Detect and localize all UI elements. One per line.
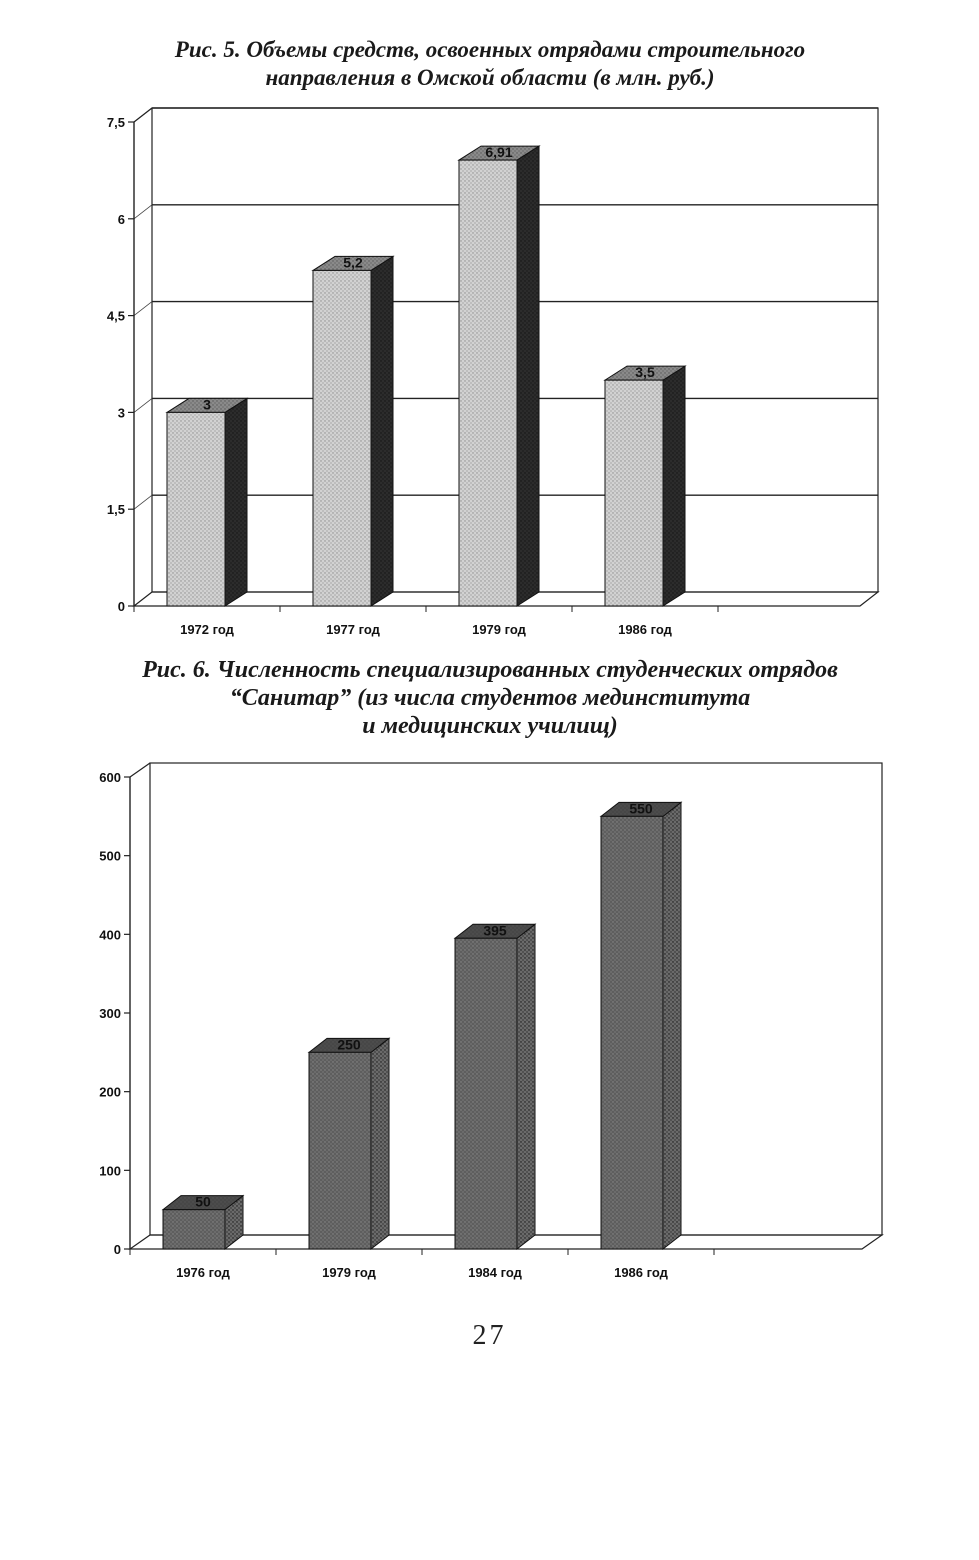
y-tick-label: 3 (117, 405, 125, 421)
bar-side (371, 256, 393, 606)
x-tick-label: 1979 год (472, 622, 526, 637)
y-tick-label: 1,5 (106, 502, 125, 518)
bar-side (225, 398, 247, 606)
y-axis-top-edge (134, 108, 152, 122)
figure-5-caption (60, 36, 920, 92)
bar-group (601, 802, 681, 1249)
bar-group (455, 924, 535, 1249)
caption-line: Рис. 6. Численность специализированных студенческих отрядов (142, 657, 838, 683)
bar (459, 160, 517, 606)
y-tick-label: 300 (99, 1006, 121, 1021)
data-label: 395 (483, 922, 507, 939)
bar-group (167, 398, 247, 606)
bar (309, 1052, 371, 1249)
sanitar-headcount-bar-chart (0, 745, 979, 1295)
bar (605, 380, 663, 606)
funds-bar-chart (0, 100, 979, 645)
y-tick-label: 0 (113, 1242, 121, 1257)
page-number: 27 (472, 1320, 507, 1351)
bar-side (517, 924, 535, 1249)
bar (313, 270, 371, 606)
y-tick-label: 100 (99, 1163, 121, 1179)
y-tick-label: 7,5 (106, 115, 125, 130)
x-tick-label: 1986 год (618, 622, 672, 637)
y-tick-label: 6 (117, 211, 125, 227)
y-tick-label: 500 (99, 848, 121, 864)
caption-line: направления в Омской области (в млн. руб.) (265, 65, 715, 90)
caption-line: “Санитар” (из числа студентов мединститута (229, 685, 751, 711)
data-label: 250 (337, 1036, 361, 1053)
bar-side (663, 802, 681, 1249)
y-tick-label: 200 (99, 1084, 121, 1100)
x-tick-label: 1986 год (614, 1265, 668, 1280)
x-tick-label: 1979 год (322, 1265, 376, 1280)
data-label: 6,91 (485, 144, 513, 161)
bar-group (605, 366, 685, 606)
bar (455, 938, 517, 1249)
bar-group (313, 256, 393, 606)
x-tick-label: 1977 год (326, 622, 380, 637)
data-label: 550 (629, 800, 653, 817)
caption-line: и медицинских училищ) (362, 713, 618, 739)
x-tick-label: 1984 год (468, 1265, 522, 1280)
bar-side (371, 1038, 389, 1249)
caption-line: Рис. 5. Объемы средств, освоенных отрядами строительного (174, 37, 806, 62)
y-tick-label: 600 (99, 770, 121, 785)
y-tick-label: 4,5 (106, 308, 125, 324)
y-tick-label: 0 (117, 599, 125, 614)
data-label: 5,2 (343, 254, 363, 271)
gridline-diagonal (134, 205, 152, 219)
bar-group (309, 1038, 389, 1249)
y-tick-label: 400 (99, 927, 121, 943)
bar-side (517, 146, 539, 606)
x-tick-label: 1976 год (176, 1265, 230, 1280)
bar-side (663, 366, 685, 606)
bar (163, 1210, 225, 1249)
gridline-diagonal (134, 302, 152, 316)
data-label: 3,5 (635, 364, 655, 381)
bar (601, 816, 663, 1249)
bar (167, 412, 225, 606)
data-label: 50 (195, 1193, 211, 1210)
x-tick-label: 1972 год (180, 622, 234, 637)
gridline-diagonal (134, 495, 152, 509)
bar-group (459, 146, 539, 606)
data-label: 3 (203, 396, 211, 413)
y-axis-top-edge (130, 763, 150, 777)
gridline-diagonal (134, 398, 152, 412)
figure-6-caption (60, 656, 920, 740)
